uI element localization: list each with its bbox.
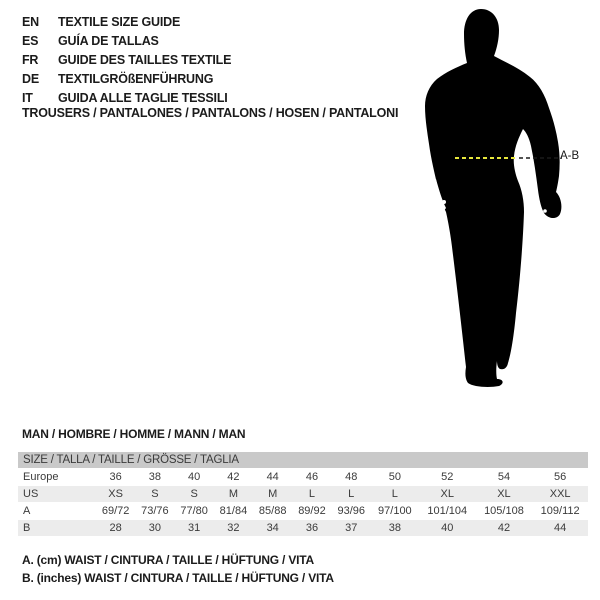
table-cell: 28 bbox=[96, 520, 135, 536]
table-cell: 93/96 bbox=[337, 505, 365, 517]
table-row bbox=[18, 486, 588, 502]
table-cell: 38 bbox=[148, 471, 162, 483]
table-cell: 31 bbox=[175, 520, 214, 536]
size-table bbox=[18, 468, 588, 537]
row-label: B bbox=[18, 520, 96, 536]
footnote-line: A. (cm) WAIST / CINTURA / TAILLE / HÜFTUNG / VITA bbox=[22, 553, 314, 567]
table-cell: 89/92 bbox=[298, 505, 326, 517]
table-cell: 54 bbox=[497, 471, 511, 483]
language-label: GUIDE DES TAILLES TEXTILE bbox=[58, 52, 232, 67]
language-row bbox=[22, 69, 231, 88]
table-cell: 37 bbox=[332, 520, 371, 536]
table-cell: 42 bbox=[227, 471, 240, 483]
size-table-header: SIZE / TALLA / TAILLE / GRÖSSE / TAGLIA bbox=[18, 452, 588, 468]
table-cell: 40 bbox=[188, 471, 201, 483]
table-cell: 77/80 bbox=[180, 505, 208, 517]
table-cell: 105/108 bbox=[484, 505, 524, 517]
language-row bbox=[22, 12, 231, 31]
table-cell: 81/84 bbox=[219, 505, 248, 517]
fist-mark bbox=[543, 209, 547, 213]
footnote-line: B. (inches) WAIST / CINTURA / TAILLE / HÜFTUNG / VITA bbox=[22, 571, 334, 585]
table-cell: 38 bbox=[371, 520, 419, 536]
table-cell: XL bbox=[419, 486, 476, 502]
language-label: GUIDA ALLE TAGLIE TESSILI bbox=[58, 90, 228, 105]
section-title-man: MAN / HOMBRE / HOMME / MANN / MAN bbox=[22, 427, 246, 441]
language-row bbox=[22, 31, 231, 50]
language-code: ES bbox=[22, 33, 39, 48]
table-cell: 34 bbox=[253, 520, 292, 536]
table-cell: 73/76 bbox=[141, 505, 169, 517]
language-code: DE bbox=[22, 71, 39, 86]
table-cell: M bbox=[214, 486, 253, 502]
table-cell: 42 bbox=[476, 520, 533, 536]
table-cell: 46 bbox=[305, 471, 319, 483]
table-cell: 36 bbox=[109, 471, 122, 483]
table-row bbox=[18, 520, 588, 536]
man-silhouette-body bbox=[425, 9, 561, 387]
language-code: IT bbox=[22, 90, 33, 105]
language-row bbox=[22, 50, 231, 69]
table-cell: S bbox=[175, 486, 214, 502]
table-cell: 69/72 bbox=[101, 505, 130, 517]
table-cell: M bbox=[253, 486, 292, 502]
thumb-notch bbox=[442, 200, 446, 204]
table-cell: 56 bbox=[554, 471, 567, 483]
row-label: US bbox=[18, 486, 96, 502]
table-cell: 50 bbox=[388, 471, 401, 483]
table-row bbox=[18, 469, 588, 485]
row-label: Europe bbox=[23, 471, 59, 483]
table-row bbox=[18, 503, 588, 519]
table-cell: XXL bbox=[532, 486, 588, 502]
language-label: TEXTILGRÖßENFÜHRUNG bbox=[58, 71, 214, 86]
language-label: GUÍA DE TALLAS bbox=[58, 33, 159, 48]
language-code: FR bbox=[22, 52, 39, 67]
table-cell: 44 bbox=[266, 471, 279, 483]
footnotes bbox=[22, 553, 334, 589]
table-cell: L bbox=[292, 486, 331, 502]
size-table-body bbox=[18, 469, 588, 536]
language-label: TEXTILE SIZE GUIDE bbox=[58, 14, 181, 29]
table-cell: XL bbox=[476, 486, 533, 502]
table-cell: XS bbox=[96, 486, 135, 502]
language-code: EN bbox=[22, 14, 39, 29]
table-cell: 30 bbox=[135, 520, 174, 536]
table-cell: 36 bbox=[292, 520, 331, 536]
table-cell: L bbox=[332, 486, 371, 502]
garment-title: TROUSERS / PANTALONES / PANTALONS / HOSEN / PANTALONI bbox=[22, 106, 399, 120]
table-cell: 97/100 bbox=[378, 505, 412, 517]
table-cell: 85/88 bbox=[258, 505, 287, 517]
table-cell: 109/112 bbox=[540, 505, 580, 517]
table-cell: 40 bbox=[419, 520, 476, 536]
row-label: A bbox=[23, 505, 31, 517]
table-cell: 52 bbox=[441, 471, 454, 483]
table-cell: 48 bbox=[345, 471, 358, 483]
man-silhouette bbox=[415, 5, 600, 390]
table-cell: 44 bbox=[532, 520, 588, 536]
language-list bbox=[22, 12, 231, 107]
table-cell: L bbox=[371, 486, 419, 502]
language-row bbox=[22, 88, 231, 107]
table-cell: 32 bbox=[214, 520, 253, 536]
table-cell: 101/104 bbox=[427, 505, 468, 517]
table-cell: S bbox=[135, 486, 174, 502]
waist-measure-label: A-B bbox=[560, 150, 580, 162]
